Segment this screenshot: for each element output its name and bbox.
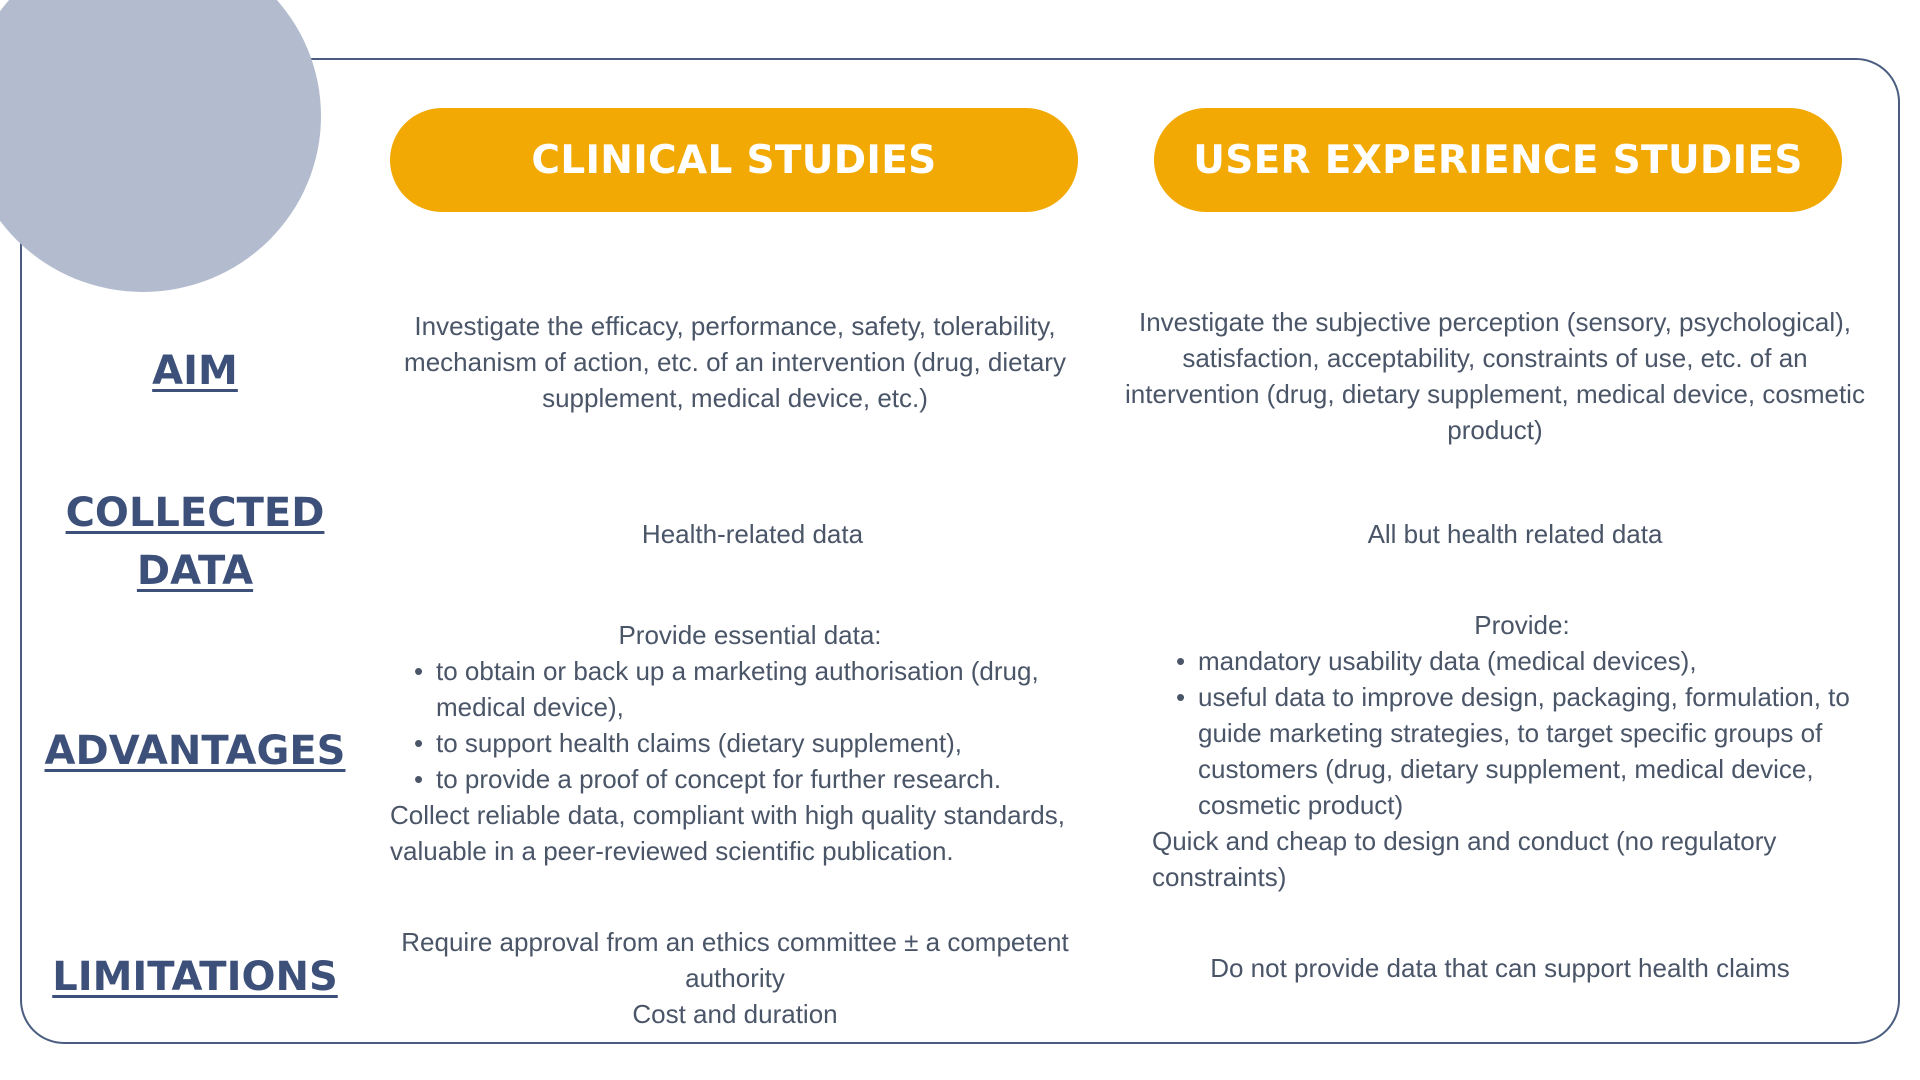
row-label-aim: AIM xyxy=(152,348,238,394)
advantages-clinical-block xyxy=(390,617,1110,869)
list-item xyxy=(1152,643,1892,679)
header-clinical-studies: CLINICAL STUDIES xyxy=(390,108,1078,212)
collected-ux-text: All but health related data xyxy=(1367,519,1663,549)
bullet-dot-icon: • xyxy=(414,764,424,794)
list-item-text: to obtain or back up a marketing authorisation (drug, medical device), xyxy=(436,656,1039,722)
aim-clinical-text: Investigate the efficacy, performance, safety, tolerability, mechanism of action, etc. of an intervention (drug, dietary supplement, medical device, etc.) xyxy=(404,311,1066,413)
list-item-text: mandatory usability data (medical devices), xyxy=(1198,646,1697,676)
bullet-dot-icon: • xyxy=(1176,682,1186,712)
bullet-dot-icon: • xyxy=(1176,646,1186,676)
row-label-collected-line2: DATA xyxy=(136,548,254,594)
list-item-text: to support health claims (dietary supplement), xyxy=(436,728,963,758)
limitations-ux-text: Do not provide data that can support health claims xyxy=(1210,953,1790,983)
advantages-ux-list xyxy=(1152,643,1892,823)
advantages-ux-block xyxy=(1152,607,1892,895)
advantages-clinical-intro: Provide essential data: xyxy=(618,620,882,650)
advantages-clinical-list xyxy=(390,653,1110,797)
row-label-collected-data xyxy=(30,484,360,600)
bullet-dot-icon: • xyxy=(414,728,424,758)
header-user-experience-studies: USER EXPERIENCE STUDIES xyxy=(1154,108,1842,212)
advantages-ux-footer: Quick and cheap to design and conduct (no regulatory constraints) xyxy=(1152,826,1777,892)
bullet-dot-icon: • xyxy=(414,656,424,686)
advantages-clinical-footer: Collect reliable data, compliant with high quality standards, valuable in a peer-reviewed scientific publication. xyxy=(390,800,1065,866)
row-label-collected-line1: COLLECTED xyxy=(65,490,325,536)
collected-clinical-text: Health-related data xyxy=(641,519,864,549)
list-item-text: to provide a proof of concept for further research. xyxy=(436,764,1002,794)
list-item-text: useful data to improve design, packaging, formulation, to guide marketing strategies, to target specific groups of customers (drug, dietary supplement, medical device, cosmetic product) xyxy=(1198,682,1850,820)
limitations-clinical-block xyxy=(395,924,1075,1032)
list-item xyxy=(390,725,1110,761)
advantages-ux-intro: Provide: xyxy=(1474,610,1570,640)
aim-ux-text: Investigate the subjective perception (sensory, psychological), satisfaction, acceptability, constraints of use, etc. of an intervention (drug, dietary supplement, medical device, cosmetic product) xyxy=(1125,307,1865,445)
limitations-clinical-line2: Cost and duration xyxy=(632,999,838,1029)
list-item xyxy=(390,653,1110,725)
limitations-clinical-line1: Require approval from an ethics committee ± a competent authority xyxy=(401,927,1069,993)
row-label-advantages: ADVANTAGES xyxy=(44,728,346,774)
list-item xyxy=(390,761,1110,797)
list-item xyxy=(1152,679,1892,823)
row-label-limitations: LIMITATIONS xyxy=(52,954,338,1000)
